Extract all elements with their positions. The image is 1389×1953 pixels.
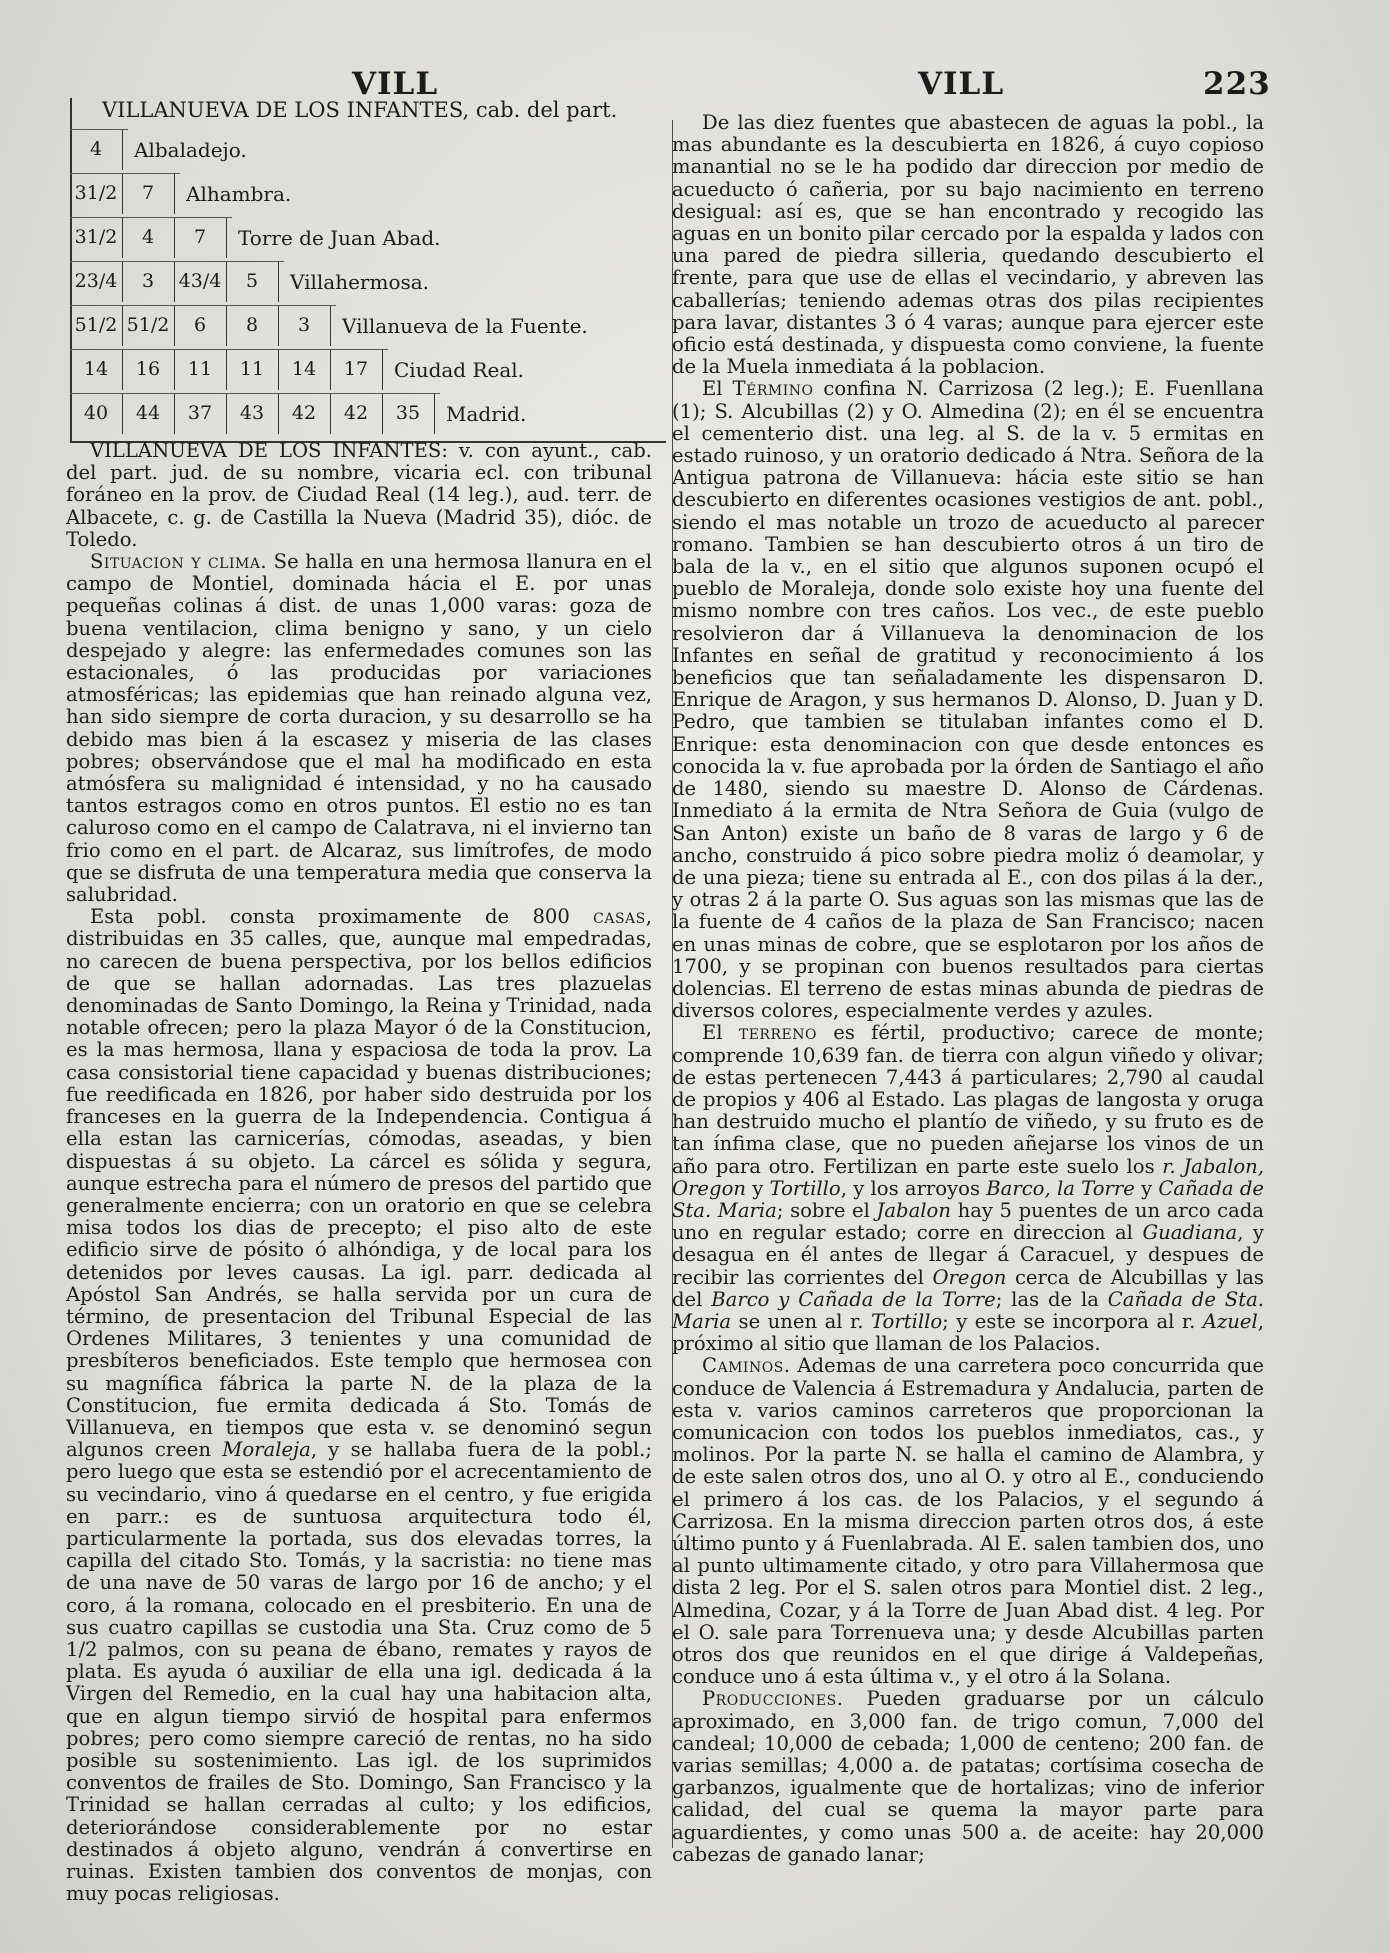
distance-row (70, 258, 666, 302)
section-termino: El Término confina N. Carrizosa (2 leg.); E. Fuenllana (1); S. Alcubillas (2) y O. Almedina (2); en él se encuentra el cementerio dist. una leg. al S. de la v. 5 ermitas en estado ruinoso, y un oratorio dedicado á Ntra. Señora de la Antigua patrona de Villanueva: hácia este sitio se han descubierto en diferentes ocasiones vestigios de ant. pobl., siendo el mas notable un trozo de acueducto al parecer romano. Tambien se han descubierto otros á un tiro de bala de la v., en el sitio que algunos suponen ocupó el pueblo de Moraleja, donde solo existe hoy una fuente del mismo nombre con tres caños. Los vec., de este pueblo resolvieron dar á Villanueva la denominacion de los Infantes en señal de gratitud y reconocimiento á los beneficios que tan señaladamente les dispensaron D. Enrique de Aragon, y sus hermanos D. Alonso, D. Juan y D. Pedro, que tambien se titulaban infantes como el D. Enrique: esta denominacion con que desde entonces es conocida la v. fue aprobada por la órden de Santiago el año de 1480, siendo su maestre D. Alonso de Cárdenas. Inmediato á la ermita de Ntra Señora de Guia (vulgo de San Anton) existe un baño de 8 varas de largo y 6 de ancho, construido á pico sobre piedra moliz ó deamolar, y de una pieza; tiene su entrada al E., con dos pilas á la der., y otras 2 á la parte O. Sus aguas son las mismas que las de la fuente de 4 caños de la plaza de San Francisco; nacen en unas minas de cobre, que se esplotaron por los años de 1700, y se propinan con buenos resultados para ciertas dolencias. El terreno de estas minas abunda de piedras de diversos colores, especialmente verdes y azules. (672, 377, 1264, 1023)
cell-rule (278, 262, 279, 302)
distance-row (70, 126, 666, 170)
section-heading: Caminos. (702, 1354, 791, 1378)
distance-cell: 3 (141, 270, 155, 292)
distance-row (70, 302, 666, 346)
row-rule (70, 393, 440, 394)
distance-cell: 5 (245, 270, 259, 292)
section-fuentes: De las diez fuentes que abastecen de aguas la pobl., la mas abundante es la descubierta en 1826, á cuyo copioso manantial no se le ha podido dar direccion por medio de acueducto ó cañeria, por su bajo nacimiento en terreno desigual: así es, que se han encontrado y recogido las aguas en un bonito pilar cercado por la espalda y lados con una pared de piedra silleria, quedando descubierto el frente, para que use de ellas el vecindario, y abreven las caballerías; teniendo ademas otras dos pilas recipientes para lavar, distantes 3 ó 4 varas; aunque para ejercer este oficio está destinada, y dispuesta como conviene, la fuente de la Muela inmediata á la poblacion. (672, 111, 1264, 379)
cell-rule (174, 174, 175, 214)
distance-row (70, 214, 666, 258)
section-terreno: El terreno es fértil, productivo; carece de monte; comprende 10,639 fan. de tierra con algun viñedo y olivar; de estas pertenecen 7,443 á particulares; 2,790 al caudal de propios y 406 al Estado. Las plagas de langosta y oruga han destruido mucho el plantío de viñedo, y su fruto es de tan ínfima clase, que no pueden añejarse los vinos de un año para otro. Fertilizan en parte este suelo los r. Jabalon, Oregon y Tortillo, y los arroyos Barco, la Torre y Cañada de Sta. Maria; sobre el Jabalon hay 5 puentes de un arco cada uno en regular estado; corre en direccion al Guadiana, y desagua en él antes de llegar á Caracuel, y despues de recibir las corrientes del Oregon cerca de Alcubillas y las del Barco y Cañada de la Torre; las de la Cañada de Sta. Maria se unen al r. Tortillo; y este se incorpora al r. Azuel, próximo al sitio que llaman de los Palacios. (672, 1021, 1264, 1356)
row-rule (70, 349, 388, 350)
distance-cell: 43/4 (178, 270, 222, 292)
distance-cell: 8 (245, 314, 259, 336)
distance-cell: 42 (343, 402, 369, 424)
distance-cell: 40 (83, 402, 109, 424)
section-heading: terreno (738, 1021, 817, 1045)
distance-cell: 7 (193, 226, 207, 248)
section-heading: Término (732, 377, 814, 401)
distance-town: Albaladejo. (134, 138, 247, 162)
cell-rule (434, 394, 435, 434)
distance-cell: 44 (135, 402, 161, 424)
distance-row (70, 170, 666, 214)
row-rule (70, 129, 128, 130)
row-rule (70, 173, 180, 174)
page-number: 223 (1203, 66, 1271, 102)
section-heading: Situacion y clima. (90, 550, 268, 574)
distance-cell: 35 (395, 402, 421, 424)
inline-italic: Moraleja (222, 1438, 311, 1462)
cell-rule (226, 218, 227, 258)
distance-cell: 31/2 (74, 182, 118, 204)
distance-town: Villahermosa. (290, 270, 430, 294)
distance-cell: 4 (141, 226, 155, 248)
distance-cell: 7 (141, 182, 155, 204)
cell-rule (122, 130, 123, 170)
section-heading: Producciones. (702, 1687, 844, 1711)
distance-cell: 17 (343, 358, 369, 380)
distance-row (70, 346, 666, 390)
distance-table-title: VILLANUEVA DE LOS INFANTES, cab. del part. (102, 98, 618, 122)
left-column (66, 440, 652, 1905)
distance-cell: 42 (291, 402, 317, 424)
distance-cell: 11 (187, 358, 213, 380)
row-rule (70, 261, 284, 262)
right-column (672, 112, 1264, 1866)
distance-cell: 4 (89, 138, 103, 160)
right-running-head: VILL (918, 66, 1005, 102)
row-rule (70, 305, 336, 306)
section-situacion: Situacion y clima. Se halla en una hermosa llanura en el campo de Montiel, dominada hácia el E. por unas pequeñas colinas á dist. de unas 1,000 varas: goza de buena ventilacion, clima benigno y sano, y un cielo despejado y alegre: las enfermedades comunes son las estacionales, ó las producidas por variaciones atmosféricas; las epidemias que han reinado alguna vez, han sido siempre de corta duracion, y su desarrollo se ha debido mas bien á la escasez y miseria de las clases pobres; observándose que el mal ha modificado en esta atmósfera su malignidad é intensidad, y no ha causado tantos estragos como en otros puntos. El estio no es tan caluroso como en el campo de Calatrava, ni el invierno tan frio como en el part. de Alcaraz, sus limítrofes, de modo que se disfruta de una temperatura media que conserva la salubridad. (66, 550, 652, 907)
section-poblacion: Esta pobl. consta proximamente de 800 casas, distribuidas en 35 calles, que, aunque mal empedradas, no carecen de buena perspectiva, por los bellos edificios de que se hallan adornadas. Las tres plazuelas denominadas de Santo Domingo, la Reina y Trinidad, nada notable ofrecen; pero la plaza Mayor ó de la Constitucion, es la mas hermosa, llana y espaciosa de toda la prov. La casa consistorial tiene capacidad y buenas distribuciones; fue reedificada en 1826, por haber sido destruida por los franceses en la guerra de la Independencia. Contigua á ella estan las carnicerías, cómodas, aseadas, y bien dispuestas á su objeto. La cárcel es sólida y segura, aunque estrecha para el número de presos del partido que generalmente encierra; con un oratorio en que se celebra misa todos los dias de precepto; el piso alto de este edificio sirve de pósito ó alhóndiga, y de local para los detenidos por leves causas. La igl. parr. dedicada al Apóstol San Andrés, se halla servida por un cura de término, de presentacion del Tribunal Especial de las Ordenes Militares, 3 tenientes y una comunidad de presbíteros beneficiados. Este templo que hermosea con su magnífica fábrica la parte N. de la plaza de la Constitucion, fue ermita dedicada á Sto. Tomás de Villanueva, en tiempos que esta v. se denominó segun algunos creen Moraleja, y se hallaba fuera de la pobl.; pero luego que esta se estendió por el acrecentamiento de su vecindario, vino á quedarse en el centro, y fue erigida en parr.: es de suntuosa arquitectura todo él, particularmente la portada, sus dos elevadas torres, la capilla del citado Sto. Tomás, y la sacristia: no tiene mas de una nave de 50 varas de largo por 16 de ancho; y el coro, á la romana, colocado en el presbiterio. En una de sus cuatro capillas se custodia una Sta. Cruz como de 5 1/2 palmos, con su peana de ébano, remates y rayos de plata. Es ayuda ó auxiliar de ella una igl. dedicada á la Virgen del Remedio, en la cual hay una habitacion alta, que en algun tiempo sirvió de hospital para enfermos pobres; pero como siempre careció de rentas, no ha sido posible su sostenimiento. Las igl. de los suprimidos conventos de frailes de Sto. Domingo, San Francisco y la Trinidad se hallan cerradas al culto; y los edificios, deteriorándose considerablemente por no estar destinados á objeto alguno, vendrán á convertirse en ruinas. Existen tambien dos conventos de monjas, con muy pocas religiosas. (66, 905, 652, 1906)
distance-cell: 11 (239, 358, 265, 380)
distance-cell: 51/2 (74, 314, 118, 336)
cell-rule (382, 350, 383, 390)
distance-cell: 31/2 (74, 226, 118, 248)
distance-table (70, 98, 666, 444)
distance-cell: 43 (239, 402, 265, 424)
distance-cell: 6 (193, 314, 207, 336)
row-rule (70, 217, 232, 218)
entry-intro: VILLANUEVA DE LOS INFANTES: v. con ayunt., cab. del part. jud. de su nombre, vicaria ecl. con tribunal foráneo en la prov. de Ciudad Real (14 leg.), aud. terr. de Albacete, c. g. de Castilla la Nueva (Madrid 35), dióc. de Toledo. (66, 439, 653, 551)
distance-town: Torre de Juan Abad. (238, 226, 441, 250)
distance-cell: 51/2 (126, 314, 170, 336)
section-caminos: Caminos. Ademas de una carretera poco concurrida que conduce de Valencia á Estremadura y Andalucia, parten de esta v. varios caminos carreteros que proporcionan la comunicacion con todos los pueblos inmediatos, cas., y molinos. Por la parte N. se halla el camino de Alambra, y de este salen otros dos, uno al O. y otro al E., conduciendo el primero á los cas. de los Palacios, y el segundo á Carrizosa. En la misma direccion parten otros dos, á este último punto y á Fuenlabrada. Al E. salen tambien dos, uno al punto ultimamente citado, y otro para Villahermosa que dista 2 leg. Por el S. salen otros para Montiel dist. 2 leg., Almedina, Cozar, y á la Torre de Juan Abad dist. 4 leg. Por el O. sale para Torrenueva una; y desde Alcubillas parten otros dos que reunidos en el que dirige á Valdepeñas, conduce uno á esta última v., y el otro á la Solana. (672, 1354, 1264, 1689)
distance-cell: 37 (187, 402, 213, 424)
distance-cell: 16 (135, 358, 161, 380)
distance-town: Ciudad Real. (394, 358, 525, 382)
distance-cell: 23/4 (74, 270, 118, 292)
entry-heading: VILLANUEVA DE LOS INFANTES (90, 439, 442, 462)
distance-town: Madrid. (446, 402, 527, 426)
distance-cell: 3 (297, 314, 311, 336)
section-producciones: Producciones. Pueden graduarse por un cálculo aproximado, en 3,000 fan. de trigo comun, 7,000 del candeal; 10,000 de cebada; 1,000 de centeno; 200 fan. de varias semillas; 4,000 a. de patatas; cortísima cosecha de garbanzos, igualmente que de hortalizas; vino de inferior calidad, del cual se quema la mayor parte para aguardientes, y como unas 500 a. de aceite: hay 20,000 cabezas de ganado lanar; (672, 1687, 1264, 1866)
inline-term: casas (593, 905, 646, 929)
left-running-head: VILL (352, 66, 439, 102)
distance-cell: 14 (83, 358, 109, 380)
distance-town: Villanueva de la Fuente. (342, 314, 588, 338)
distance-cell: 14 (291, 358, 317, 380)
distance-row (70, 390, 666, 434)
cell-rule (330, 306, 331, 346)
distance-town: Alhambra. (186, 182, 292, 206)
